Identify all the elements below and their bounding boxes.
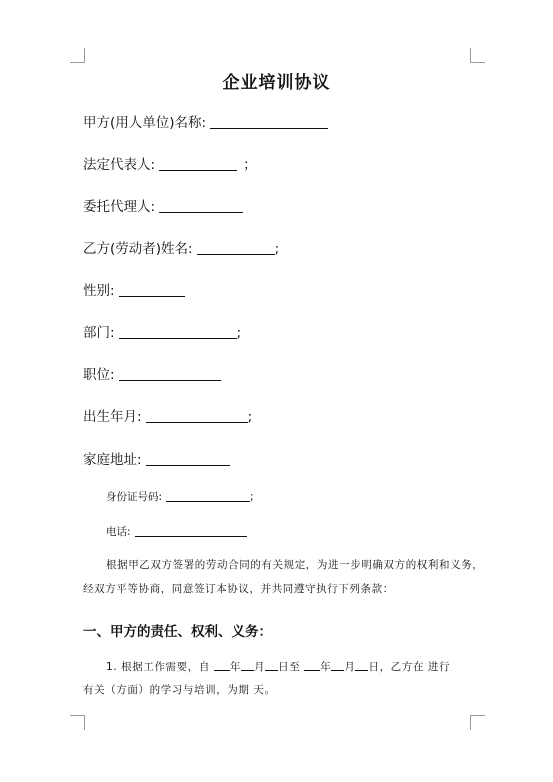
field-birth-date: 出生年月: ; [83, 409, 253, 425]
clause-1-line2: 有关（方面）的学习与培训，为期 天。 [83, 684, 276, 696]
field-label: 职位: [83, 367, 115, 383]
field-authorized-agent [83, 198, 243, 216]
fill-blank[interactable] [214, 659, 230, 671]
fill-blank[interactable] [166, 490, 250, 502]
fill-blank[interactable] [197, 240, 275, 255]
fill-blank[interactable] [210, 114, 328, 129]
crop-mark-top-left [70, 48, 85, 63]
field-label: 甲方(用人单位)名称: [83, 115, 207, 131]
fill-blank[interactable] [265, 659, 278, 671]
crop-mark-bottom-right [470, 715, 485, 730]
crop-mark-bottom-left [70, 715, 85, 730]
fill-blank[interactable] [355, 659, 368, 671]
fill-blank[interactable] [331, 659, 344, 671]
fill-blank[interactable] [119, 324, 237, 339]
fill-blank[interactable] [135, 525, 247, 537]
fill-blank[interactable] [159, 156, 237, 171]
intro-paragraph-line2: 经双方平等协商，同意签订本协议，并共同遵守执行下列条款： [83, 583, 394, 595]
field-label: 委托代理人: [83, 199, 156, 215]
field-legal-representative: 法定代表人: ； [83, 157, 257, 173]
field-label: 法定代表人: [83, 157, 156, 173]
field-party-a-name [83, 114, 328, 132]
document-title: 企业培训协议 [222, 73, 331, 93]
field-label: 出生年月: [83, 409, 142, 425]
fill-blank[interactable] [304, 659, 320, 671]
field-party-b-name: 乙方(劳动者)姓名: ; [83, 241, 280, 257]
field-gender [83, 282, 185, 300]
field-label: 性别: [83, 283, 115, 299]
field-label: 家庭地址: [83, 452, 142, 468]
fill-blank[interactable] [119, 366, 221, 381]
section-heading: 一、甲方的责任、权利、义务： [83, 624, 272, 640]
fill-blank[interactable] [146, 408, 248, 423]
field-phone [106, 525, 247, 539]
field-label: 身份证号码: [106, 491, 163, 503]
field-id-number: 身份证号码: ; [106, 491, 254, 503]
field-label: 部门: [83, 325, 115, 341]
field-department: 部门: ; [83, 325, 242, 341]
field-position [83, 366, 221, 384]
field-label: 电话: [106, 526, 131, 538]
crop-mark-top-right [470, 48, 485, 63]
clause-1-line1: 1. 根据工作需要，自 年 月 日至 年 月 日，乙方在 进行 [106, 661, 451, 673]
field-label: 乙方(劳动者)姓名: [83, 241, 193, 257]
intro-paragraph-line1: 根据甲乙双方签署的劳动合同的有关规定，为进一步明确双方的权利和义务， [106, 559, 484, 571]
fill-blank[interactable] [146, 451, 230, 466]
field-home-address [83, 451, 230, 469]
fill-blank[interactable] [241, 659, 254, 671]
fill-blank[interactable] [119, 282, 185, 297]
fill-blank[interactable] [159, 198, 243, 213]
